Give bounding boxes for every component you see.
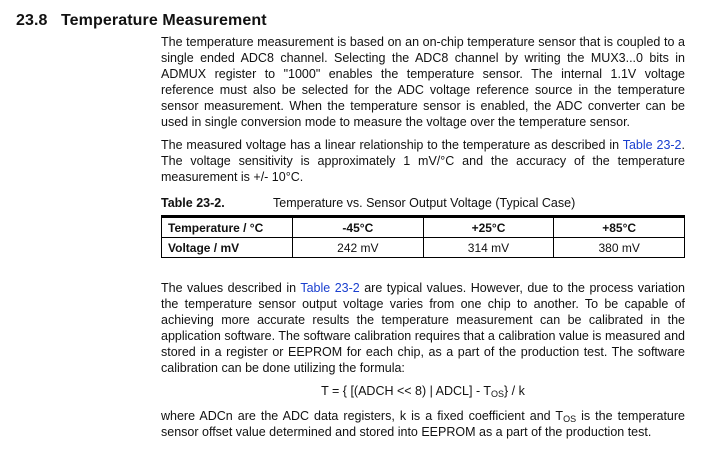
table-23-2-link[interactable]: Table 23-2 xyxy=(300,281,360,295)
section-title: Temperature Measurement xyxy=(61,12,267,29)
table-cell: Temperature / °C xyxy=(162,217,293,238)
table-caption-number: Table 23-2. xyxy=(161,196,225,210)
paragraph-linear-relationship xyxy=(161,137,685,185)
section-body xyxy=(161,34,685,447)
table-cell: Voltage / mV xyxy=(162,238,293,258)
paragraph-text: where ADCn are the ADC data registers, k is a fixed coefficient and T xyxy=(161,409,564,423)
table-row xyxy=(162,238,685,258)
table-cell: +85°C xyxy=(554,217,685,238)
table-caption-title: Temperature vs. Sensor Output Voltage (Typical Case) xyxy=(273,196,576,210)
table-row xyxy=(162,217,685,238)
section-number: 23.8 xyxy=(16,12,48,29)
table-caption xyxy=(161,195,685,211)
formula-text: T = { [(ADCH << 8) | ADCL] - T xyxy=(321,384,491,398)
paragraph-calibration xyxy=(161,280,685,376)
table-cell: 380 mV xyxy=(554,238,685,258)
calibration-formula xyxy=(161,383,685,399)
paragraph-text: . The voltage sensitivity is approximately 1 mV/°C and the accuracy of the temperature measurement is +/- 10°C. xyxy=(161,138,685,184)
paragraph-text: are typical values. However, due to the process variation the temperature sensor output voltage varies from one chip to another. To be capable of achieving more accurate results the temperature measurement can be calibrated in the application software. The software calibration requires that a calibration value is measured and stored in a register or EEPROM for each chip, as a part of the production test. The software calibration can be done utilizing the formula: xyxy=(161,281,685,375)
paragraph-text: The measured voltage has a linear relationship to the temperature as described in xyxy=(161,138,623,152)
table-cell: 314 mV xyxy=(423,238,554,258)
paragraph-intro: The temperature measurement is based on an on-chip temperature sensor that is coupled to a single ended ADC8 channel. Selecting the ADC8 channel by writing the MUX3...0 bits in ADMUX register to "1000" enables the temperature sensor. The internal 1.1V voltage reference must also be selected for the ADC voltage reference source in the temperature sensor measurement. When the temperature sensor is enabled, the ADC converter can be used in single conversion mode to measure the voltage over the temperature sensor. xyxy=(161,35,685,129)
table-cell: 242 mV xyxy=(293,238,424,258)
paragraph-text: The values described in xyxy=(161,281,301,295)
table-23-2-link[interactable]: Table 23-2 xyxy=(622,138,682,152)
paragraph-formula-explanation xyxy=(161,408,685,440)
paragraph-text: is the temperature sensor offset value determined and stored into EEPROM as a part of the production test. xyxy=(161,409,685,439)
formula-text: } / k xyxy=(504,384,525,398)
formula-subscript: OS xyxy=(491,389,505,399)
table-cell: +25°C xyxy=(423,217,554,238)
temperature-voltage-table xyxy=(161,215,685,258)
section-heading xyxy=(16,12,267,30)
table-cell: -45°C xyxy=(293,217,424,238)
subscript: OS xyxy=(563,414,577,424)
